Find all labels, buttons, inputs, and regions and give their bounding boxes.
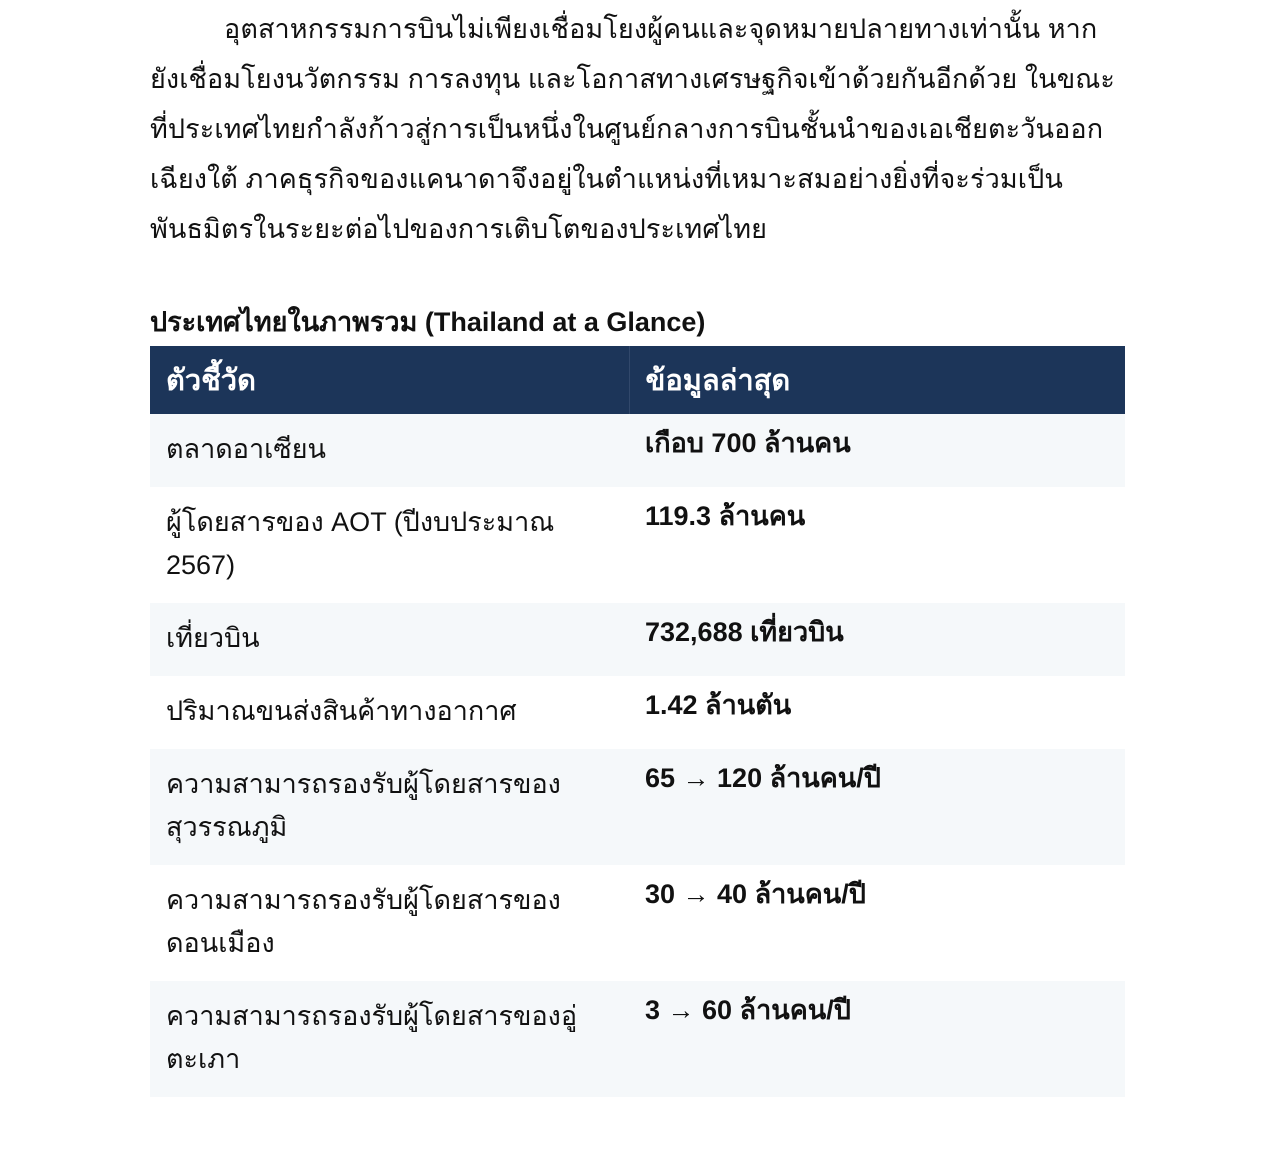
value-cell: 1.42 ล้านตัน — [629, 676, 1125, 749]
header-indicator: ตัวชี้วัด — [150, 346, 629, 414]
value-cell: 732,688 เที่ยวบิน — [629, 603, 1125, 676]
document-page — [150, 4, 1125, 1097]
indicator-cell: ความสามารถรองรับผู้โดยสารของอู่ตะเภา — [150, 981, 629, 1097]
indicator-cell: ตลาดอาเซียน — [150, 414, 629, 487]
section-title: ประเทศไทยในภาพรวม (Thailand at a Glance) — [150, 307, 706, 337]
table-header-row — [150, 346, 1125, 414]
thailand-at-a-glance-table — [150, 346, 1125, 1097]
table-row — [150, 414, 1125, 487]
indicator-cell: ความสามารถรองรับผู้โดยสารของสุวรรณภูมิ — [150, 749, 629, 865]
indicator-cell: เที่ยวบิน — [150, 603, 629, 676]
table-row — [150, 603, 1125, 676]
indicator-cell: ผู้โดยสารของ AOT (ปีงบประมาณ 2567) — [150, 487, 629, 603]
table-row — [150, 865, 1125, 981]
value-cell: 65 → 120 ล้านคน/ปี — [629, 749, 1125, 865]
value-cell: 119.3 ล้านคน — [629, 487, 1125, 603]
header-latest-data: ข้อมูลล่าสุด — [629, 346, 1125, 414]
table-row — [150, 487, 1125, 603]
value-cell: 30 → 40 ล้านคน/ปี — [629, 865, 1125, 981]
value-cell: เกือบ 700 ล้านคน — [629, 414, 1125, 487]
intro-paragraph: อุตสาหกรรมการบินไม่เพียงเชื่อมโยงผู้คนและจุดหมายปลายทางเท่านั้น หากยังเชื่อมโยงนวัตกรรม การลงทุน และโอกาสทางเศรษฐกิจเข้าด้วยกันอีกด้วย ในขณะที่ประเทศไทยกำลังก้าวสู่การเป็นหนึ่งในศูนย์กลางการบินชั้นนำของเอเชียตะวันออกเฉียงใต้ ภาคธุรกิจของแคนาดาจึงอยู่ในตำแหน่งที่เหมาะสมอย่างยิ่งที่จะร่วมเป็นพันธมิตรในระยะต่อไปของการเติบโตของประเทศไทย — [150, 14, 1116, 244]
table-row — [150, 676, 1125, 749]
table-row — [150, 749, 1125, 865]
indicator-cell: ความสามารถรองรับผู้โดยสารของดอนเมือง — [150, 865, 629, 981]
indicator-cell: ปริมาณขนส่งสินค้าทางอากาศ — [150, 676, 629, 749]
table-row — [150, 981, 1125, 1097]
value-cell: 3 → 60 ล้านคน/ปี — [629, 981, 1125, 1097]
